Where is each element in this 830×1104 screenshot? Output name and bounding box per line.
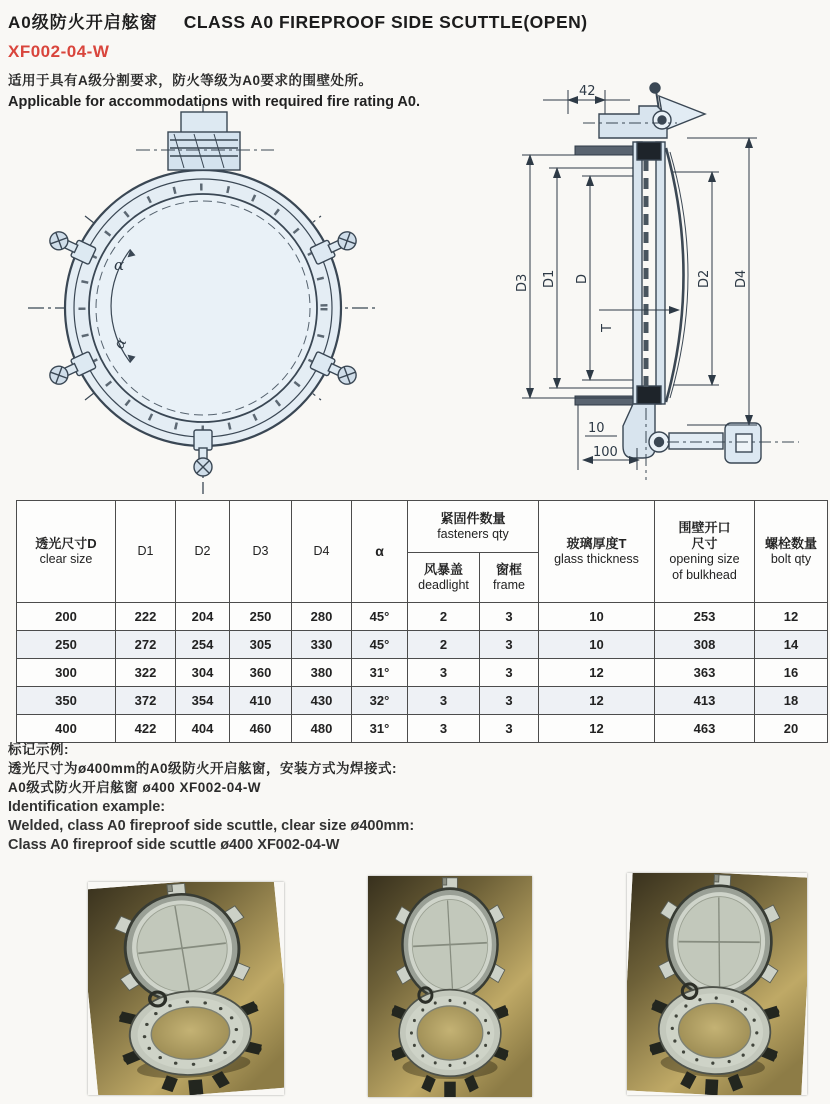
table-cell: 3 — [480, 687, 539, 715]
table-cell: 463 — [655, 715, 755, 743]
col-header-deadlight-en: deadlight — [418, 577, 469, 592]
col-header-deadlight — [408, 553, 480, 603]
col-header-d2: D2 — [176, 501, 230, 603]
table-cell: 3 — [480, 603, 539, 631]
col-header-opening-zh2: 尺寸 — [691, 535, 718, 551]
table-cell: 12 — [755, 603, 828, 631]
table-cell: 363 — [655, 659, 755, 687]
table-row — [17, 715, 828, 743]
marking-example — [8, 742, 608, 856]
col-header-fasteners-en: fasteners qty — [437, 526, 509, 541]
table-cell: 300 — [17, 659, 116, 687]
table-cell: 200 — [17, 603, 116, 631]
col-header-frame-zh: 窗框 — [495, 561, 522, 577]
dim-d3-label: D3 — [515, 273, 530, 292]
table-cell: 253 — [655, 603, 755, 631]
table-cell: 20 — [755, 715, 828, 743]
product-photo-1 — [88, 882, 284, 1095]
dim-42-label: 42 — [579, 84, 596, 99]
table-cell: 360 — [230, 659, 292, 687]
table-cell: 413 — [655, 687, 755, 715]
table-cell: 45° — [352, 603, 408, 631]
dim-t-label: T — [600, 324, 615, 332]
table-cell: 308 — [655, 631, 755, 659]
table-row — [17, 659, 828, 687]
table-cell: 460 — [230, 715, 292, 743]
dim-d4-label: D4 — [734, 269, 749, 288]
table-cell: 250 — [230, 603, 292, 631]
col-header-d1: D1 — [116, 501, 176, 603]
table-cell: 430 — [292, 687, 352, 715]
table-row — [17, 687, 828, 715]
marking-label-en: Identification example: — [8, 799, 166, 815]
col-header-frame — [480, 553, 539, 603]
col-header-alpha: α — [352, 501, 408, 603]
table-cell: 400 — [17, 715, 116, 743]
col-header-opening-en1: opening size — [669, 552, 740, 567]
table-cell: 404 — [176, 715, 230, 743]
description-zh: 适用于具有A级分割要求，防火等级为A0要求的围壁处所。 — [8, 73, 373, 88]
table-cell: 16 — [755, 659, 828, 687]
marking-line1-zh: 透光尺寸为ø400mm的A0级防火开启舷窗，安装方式为焊接式: — [8, 761, 398, 776]
table-cell: 18 — [755, 687, 828, 715]
col-header-opening-en2: of bulkhead — [672, 567, 737, 582]
col-header-opening-zh1: 围壁开口 — [678, 519, 731, 535]
table-cell: 3 — [480, 659, 539, 687]
front-angle-upper-label: α — [114, 256, 125, 274]
table-cell: 354 — [176, 687, 230, 715]
side-hinge — [599, 83, 705, 138]
dim-d-label: D — [575, 273, 590, 284]
col-header-glass-en: glass thickness — [554, 551, 639, 566]
table-cell: 410 — [230, 687, 292, 715]
col-header-bolt-en: bolt qty — [770, 551, 812, 566]
marking-line2-en: Class A0 fireproof side scuttle ø400 XF002-04-W — [8, 837, 340, 853]
col-header-frame-en: frame — [493, 577, 525, 592]
col-header-clear-size-zh: 透光尺寸D — [35, 535, 97, 551]
table-row — [17, 631, 828, 659]
table-cell: 3 — [408, 659, 480, 687]
table-cell: 31° — [352, 659, 408, 687]
col-header-fasteners-zh: 紧固件数量 — [440, 510, 506, 526]
table-cell: 380 — [292, 659, 352, 687]
marking-label-zh: 标记示例: — [8, 742, 69, 757]
side-toggle-bolt — [623, 404, 761, 463]
spec-table-wrap — [16, 500, 828, 743]
table-cell: 32° — [352, 687, 408, 715]
table-cell: 2 — [408, 603, 480, 631]
page-title-zh: A0级防火开启舷窗 — [8, 13, 158, 32]
side-view-drawing — [487, 80, 830, 485]
table-cell: 12 — [539, 659, 655, 687]
table-cell: 31° — [352, 715, 408, 743]
col-header-deadlight-zh: 风暴盖 — [423, 561, 463, 577]
table-cell: 272 — [116, 631, 176, 659]
dim-10-label: 10 — [588, 421, 605, 436]
col-header-fasteners — [408, 501, 539, 553]
table-cell: 222 — [116, 603, 176, 631]
table-row — [17, 603, 828, 631]
title-row — [8, 8, 823, 33]
table-cell: 10 — [539, 603, 655, 631]
dim-d1-label: D1 — [542, 269, 557, 288]
table-cell: 12 — [539, 715, 655, 743]
table-cell: 2 — [408, 631, 480, 659]
description-en: Applicable for accommodations with required fire rating A0. — [8, 94, 420, 110]
col-header-bolt — [755, 501, 828, 603]
col-header-bolt-zh: 螺栓数量 — [764, 535, 817, 551]
table-cell: 45° — [352, 631, 408, 659]
spec-table-body — [17, 603, 828, 743]
table-cell: 254 — [176, 631, 230, 659]
table-cell: 250 — [17, 631, 116, 659]
table-cell: 3 — [480, 631, 539, 659]
front-view-drawing — [18, 98, 388, 498]
product-photo-2 — [368, 876, 532, 1097]
page-title-en: CLASS A0 FIREPROOF SIDE SCUTTLE(OPEN) — [183, 12, 588, 32]
dim-d2-label: D2 — [697, 269, 712, 288]
front-hinge — [168, 112, 240, 170]
table-cell: 14 — [755, 631, 828, 659]
table-cell: 350 — [17, 687, 116, 715]
col-header-d3: D3 — [230, 501, 292, 603]
side-frame — [633, 142, 665, 404]
table-cell: 305 — [230, 631, 292, 659]
model-code: XF002-04-W — [8, 42, 110, 61]
table-cell: 422 — [116, 715, 176, 743]
table-cell: 280 — [292, 603, 352, 631]
table-cell: 204 — [176, 603, 230, 631]
table-cell: 3 — [480, 715, 539, 743]
col-header-opening — [655, 501, 755, 603]
table-cell: 372 — [116, 687, 176, 715]
table-cell: 3 — [408, 687, 480, 715]
col-header-glass-zh: 玻璃厚度T — [566, 535, 627, 551]
table-cell: 3 — [408, 715, 480, 743]
marking-line2-zh: A0级式防火开启舷窗 ø400 XF002-04-W — [8, 780, 262, 795]
front-angle-lower-label: α — [109, 334, 131, 352]
dim-100-label: 100 — [593, 445, 618, 460]
table-cell: 480 — [292, 715, 352, 743]
table-cell: 12 — [539, 687, 655, 715]
spec-table — [16, 500, 828, 743]
col-header-glass — [539, 501, 655, 603]
table-cell: 10 — [539, 631, 655, 659]
table-cell: 322 — [116, 659, 176, 687]
product-photo-3 — [627, 873, 807, 1095]
marking-line1-en: Welded, class A0 fireproof side scuttle, clear size ø400mm: — [8, 818, 415, 834]
table-cell: 330 — [292, 631, 352, 659]
col-header-d4: D4 — [292, 501, 352, 603]
col-header-clear-size-en: clear size — [39, 551, 93, 566]
table-cell: 304 — [176, 659, 230, 687]
col-header-clear-size — [17, 501, 116, 603]
